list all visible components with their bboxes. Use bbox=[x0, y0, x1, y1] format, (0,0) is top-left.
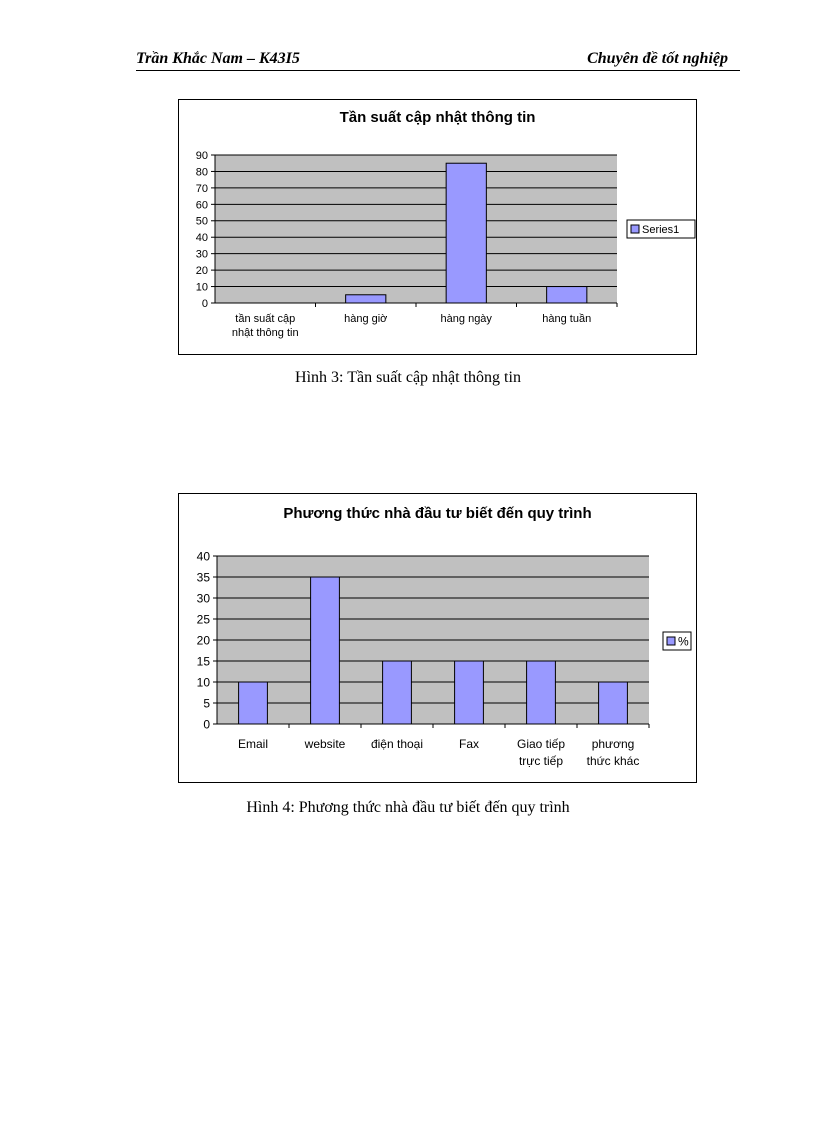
bar bbox=[527, 661, 556, 724]
bar bbox=[599, 682, 628, 724]
chart-method bbox=[179, 494, 696, 782]
category-label: phương thức khác bbox=[586, 737, 640, 768]
y-tick-label: 40 bbox=[195, 232, 208, 245]
category-label: Giao tiếp trực tiếp bbox=[516, 737, 566, 768]
y-tick-label: 10 bbox=[196, 675, 210, 690]
legend-swatch bbox=[631, 225, 639, 233]
bar bbox=[239, 682, 268, 724]
y-tick-label: 25 bbox=[196, 612, 210, 627]
y-tick-label: 10 bbox=[195, 281, 208, 294]
chart-title: Phương thức nhà đầu tư biết đến quy trình bbox=[283, 505, 592, 522]
legend-label: % bbox=[678, 634, 689, 649]
chart-frequency-frame bbox=[178, 99, 697, 355]
y-tick-label: 90 bbox=[195, 149, 208, 162]
y-tick-label: 35 bbox=[196, 570, 210, 585]
y-tick-label: 60 bbox=[195, 199, 208, 212]
y-tick-label: 30 bbox=[195, 248, 208, 261]
category-label: website bbox=[304, 737, 346, 751]
bar bbox=[446, 163, 486, 303]
bar bbox=[547, 287, 587, 303]
y-tick-label: 70 bbox=[195, 182, 208, 195]
y-tick-label: 0 bbox=[201, 297, 208, 310]
y-tick-label: 30 bbox=[196, 591, 210, 606]
figure-4-caption: Hình 4: Phương thức nhà đầu tư biết đến quy trình bbox=[246, 799, 570, 816]
y-tick-label: 15 bbox=[196, 654, 210, 669]
y-tick-label: 50 bbox=[195, 215, 208, 228]
y-tick-label: 20 bbox=[196, 633, 210, 648]
y-tick-label: 40 bbox=[196, 549, 210, 564]
chart-frequency bbox=[179, 100, 696, 354]
category-label: điện thoại bbox=[370, 737, 424, 751]
legend-label: Series1 bbox=[642, 223, 680, 236]
bar bbox=[383, 661, 412, 724]
figure-3-caption: Hình 3: Tần suất cập nhật thông tin bbox=[295, 369, 521, 386]
page-header bbox=[136, 48, 740, 71]
plot-area bbox=[215, 155, 617, 303]
category-label: hàng giờ bbox=[344, 313, 388, 325]
chart-method-frame bbox=[178, 493, 697, 783]
category-label: Fax bbox=[458, 737, 480, 751]
y-tick-label: 0 bbox=[203, 717, 210, 732]
bar bbox=[346, 295, 386, 303]
category-label: Email bbox=[237, 737, 269, 751]
category-label: hàng tuần bbox=[542, 313, 592, 325]
header-subject: Chuyên đề tốt nghiệp bbox=[587, 50, 728, 67]
category-label: hàng ngày bbox=[440, 313, 492, 325]
y-tick-label: 5 bbox=[203, 696, 210, 711]
bar bbox=[311, 577, 340, 724]
legend-swatch bbox=[667, 637, 675, 645]
category-label: tần suất cập nhật thông tin bbox=[231, 313, 299, 339]
chart-title: Tần suất cập nhật thông tin bbox=[339, 109, 536, 126]
y-tick-label: 80 bbox=[195, 166, 208, 179]
y-tick-label: 20 bbox=[195, 265, 208, 278]
bar bbox=[455, 661, 484, 724]
header-author: Trần Khắc Nam – K43I5 bbox=[136, 50, 300, 67]
